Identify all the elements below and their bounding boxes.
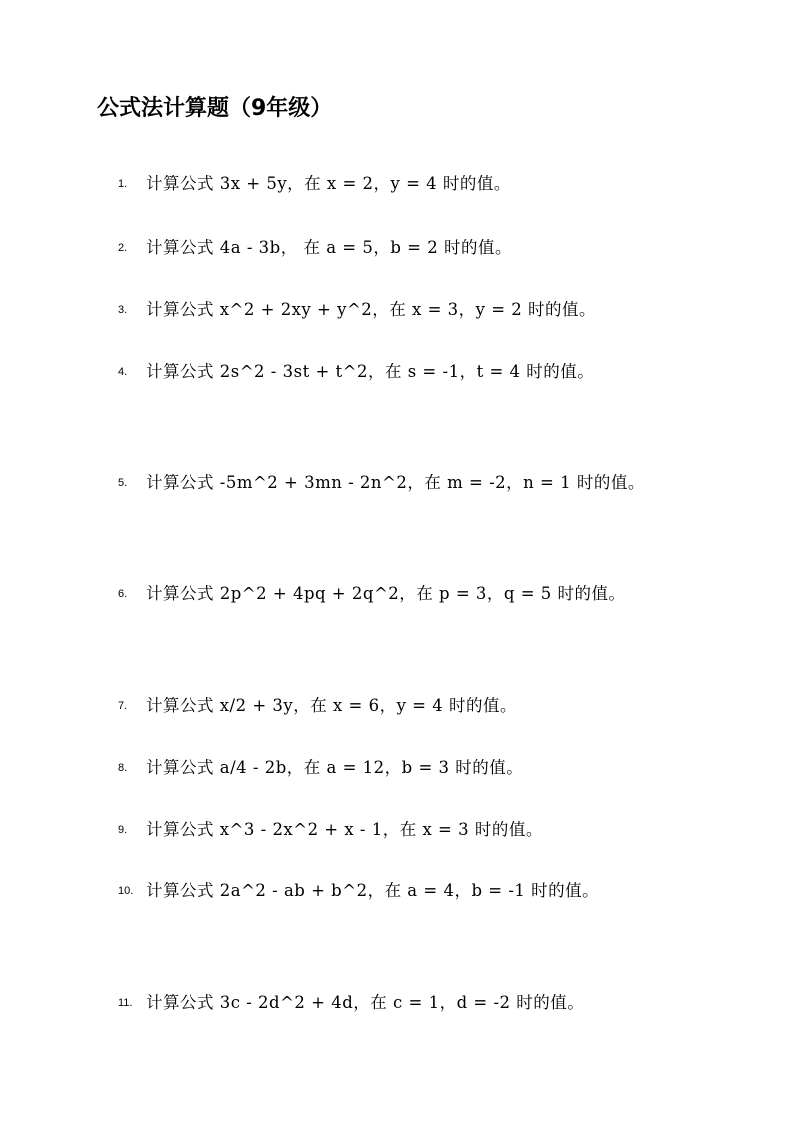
question-text: 计算公式 4a - 3b， 在 a = 5，b = 2 时的值。 bbox=[146, 238, 512, 257]
question-text: 计算公式 2s^2 - 3st + t^2，在 s = -1，t = 4 时的值。 bbox=[146, 362, 595, 381]
question-number: 2. bbox=[118, 242, 128, 254]
question-item bbox=[118, 866, 718, 916]
question-number: 7. bbox=[118, 700, 128, 712]
question-number: 6. bbox=[118, 588, 128, 600]
question-text: 计算公式 2a^2 - ab + b^2，在 a = 4，b = -1 时的值。 bbox=[146, 881, 600, 900]
question-item bbox=[118, 159, 718, 209]
question-text: 计算公式 3x + 5y，在 x = 2，y = 4 时的值。 bbox=[146, 174, 511, 193]
question-item bbox=[118, 978, 718, 1028]
question-item bbox=[118, 347, 718, 397]
question-number: 4. bbox=[118, 366, 128, 378]
question-text: 计算公式 x^3 - 2x^2 + x - 1，在 x = 3 时的值。 bbox=[146, 820, 543, 839]
question-number: 9. bbox=[118, 824, 128, 836]
question-item bbox=[118, 223, 718, 273]
question-number: 11. bbox=[118, 997, 133, 1009]
page-title: 公式法计算题（9年级） bbox=[97, 96, 333, 121]
question-number: 8. bbox=[118, 762, 128, 774]
question-text: 计算公式 -5m^2 + 3mn - 2n^2，在 m = -2，n = 1 时的值。 bbox=[146, 473, 645, 492]
question-text: 计算公式 a/4 - 2b，在 a = 12，b = 3 时的值。 bbox=[146, 758, 524, 777]
question-item bbox=[118, 458, 718, 508]
question-number: 5. bbox=[118, 477, 128, 489]
question-number: 1. bbox=[118, 178, 128, 190]
question-item bbox=[118, 569, 718, 619]
question-text: 计算公式 x^2 + 2xy + y^2，在 x = 3，y = 2 时的值。 bbox=[146, 300, 597, 319]
question-item bbox=[118, 681, 718, 731]
question-text: 计算公式 2p^2 + 4pq + 2q^2，在 p = 3，q = 5 时的值。 bbox=[146, 584, 626, 603]
question-number: 10. bbox=[118, 885, 134, 897]
question-number: 3. bbox=[118, 304, 128, 316]
question-text: 计算公式 3c - 2d^2 + 4d，在 c = 1，d = -2 时的值。 bbox=[146, 993, 585, 1012]
question-item bbox=[118, 743, 718, 793]
question-item bbox=[118, 285, 718, 335]
question-item bbox=[118, 805, 718, 855]
question-text: 计算公式 x/2 + 3y，在 x = 6，y = 4 时的值。 bbox=[146, 696, 517, 715]
